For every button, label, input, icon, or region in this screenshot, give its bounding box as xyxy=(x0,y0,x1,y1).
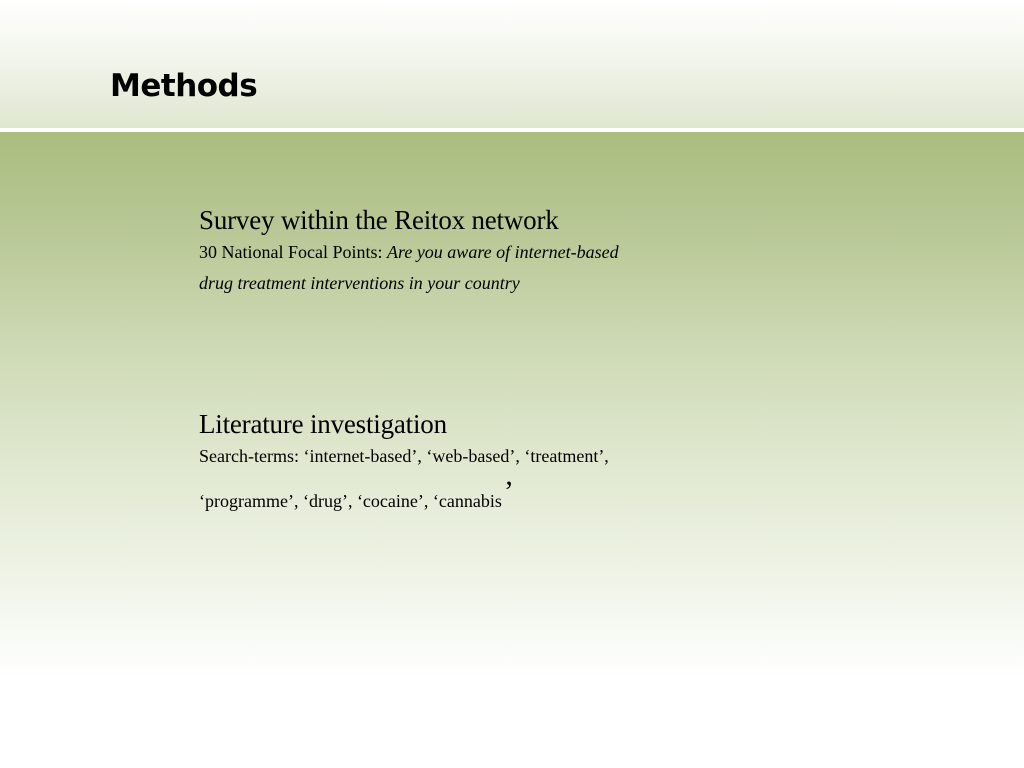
survey-line-2 xyxy=(199,268,619,299)
search-terms-text: ‘programme’, ‘drug’, ‘cocaine’, ‘cannabis xyxy=(199,491,502,511)
survey-line-1 xyxy=(199,237,619,268)
search-terms-line-1: Search-terms: ‘internet-based’, ‘web-based’, ‘treatment’, xyxy=(199,446,609,466)
section-heading: Literature investigation xyxy=(199,409,447,439)
section-literature xyxy=(199,407,609,517)
survey-lead-text: 30 National Focal Points: xyxy=(199,242,387,262)
survey-question-part-2: drug treatment interventions in your country xyxy=(199,273,520,293)
section-survey xyxy=(199,203,619,299)
search-terms-line-2 xyxy=(199,475,609,517)
section-heading: Survey within the Reitox network xyxy=(199,205,559,235)
survey-question-part-1: Are you aware of internet-based xyxy=(387,242,619,262)
slide-title: Methods xyxy=(110,68,258,104)
closing-quote-mark: ’ xyxy=(503,475,514,508)
header-band xyxy=(0,0,1024,128)
